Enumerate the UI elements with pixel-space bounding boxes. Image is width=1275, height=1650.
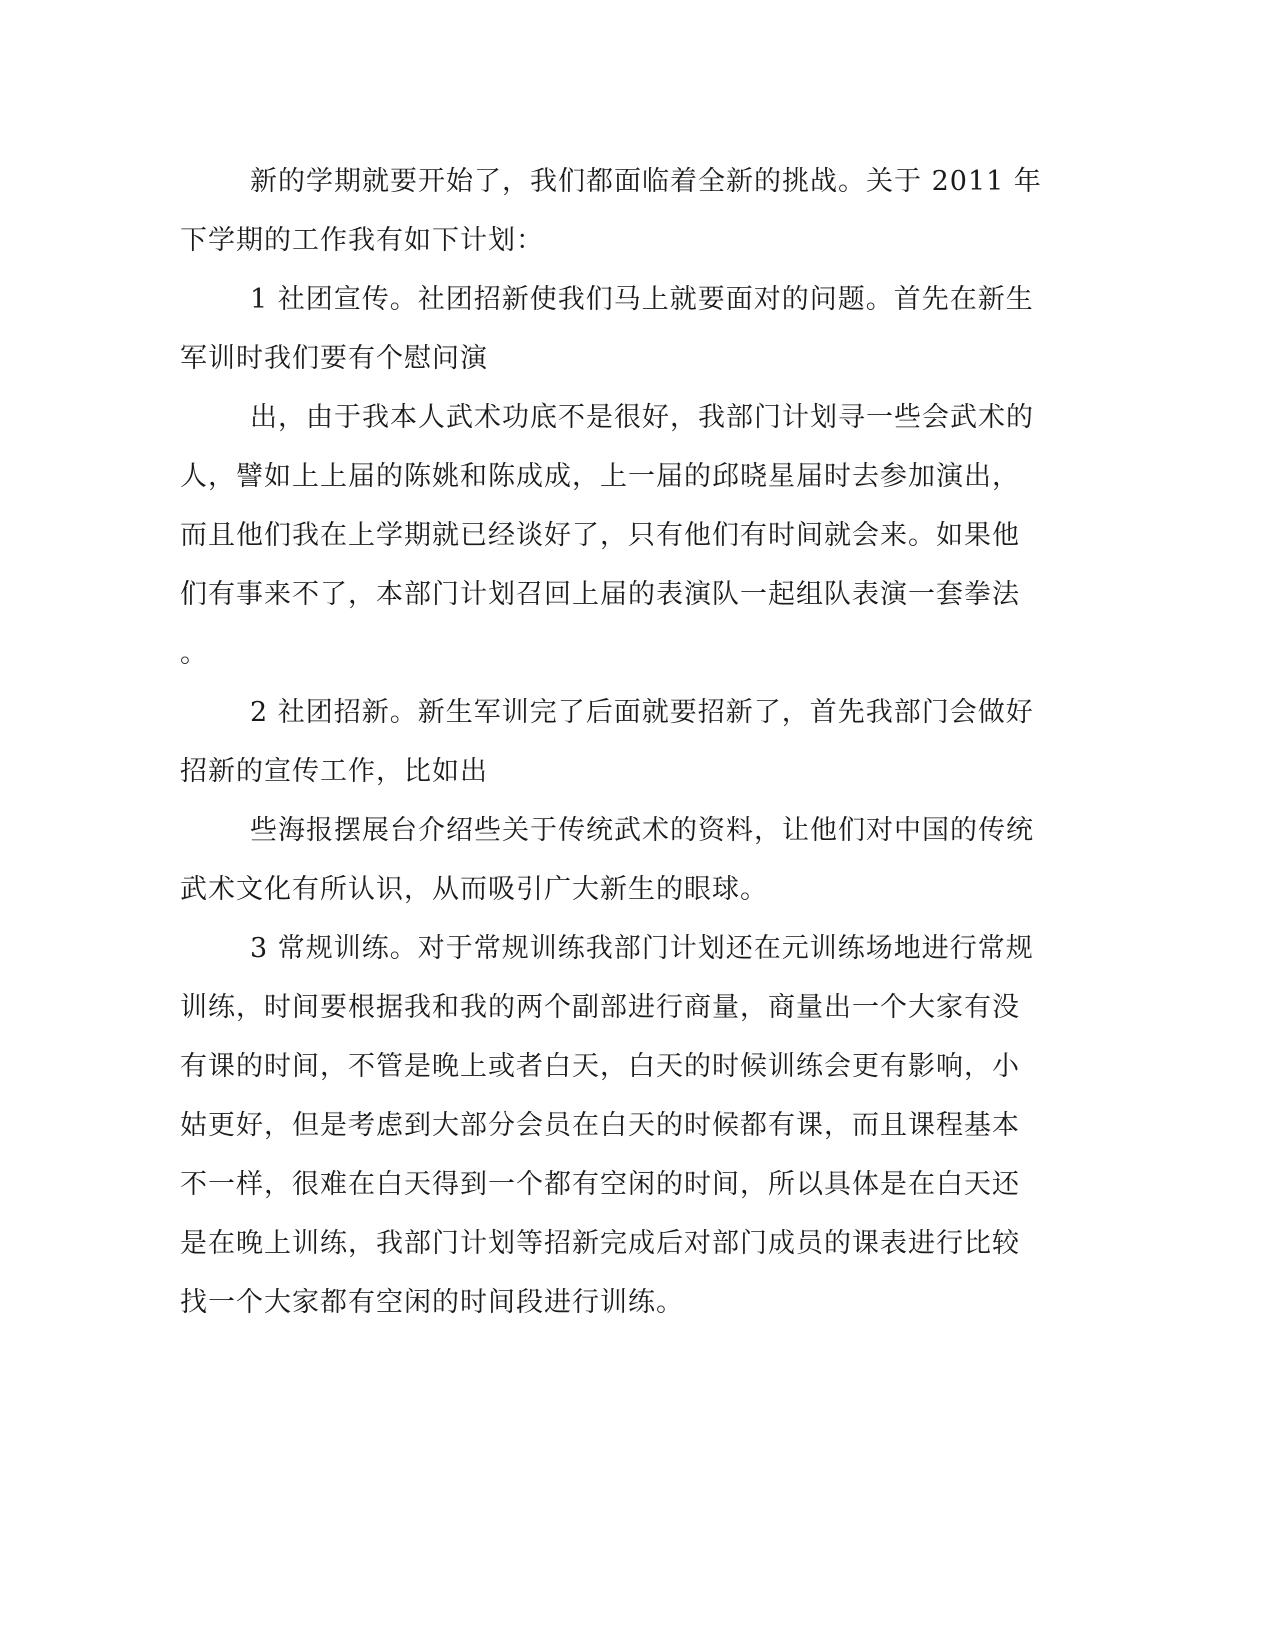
text-line: 2 社团招新。新生军训完了后面就要招新了，首先我部门会做好 bbox=[250, 697, 1034, 728]
text-line: 军训时我们要有个慰问演 bbox=[180, 343, 488, 374]
text-line: 找一个大家都有空闲的时间段进行训练。 bbox=[180, 1287, 684, 1318]
text-line: 些海报摆展台介绍些关于传统武术的资料，让他们对中国的传统 bbox=[250, 815, 1034, 846]
text-line: 而且他们我在上学期就已经谈好了，只有他们有时间就会来。如果他 bbox=[180, 520, 1020, 551]
text-line: 3 常规训练。对于常规训练我部门计划还在元训练场地进行常规 bbox=[250, 933, 1034, 964]
text-line: 是在晚上训练，我部门计划等招新完成后对部门成员的课表进行比较 bbox=[180, 1228, 1020, 1259]
text-line: 们有事来不了，本部门计划召回上届的表演队一起组队表演一套拳法 bbox=[180, 579, 1020, 610]
text-line: 人，譬如上上届的陈姚和陈成成，上一届的邱晓星届时去参加演出， bbox=[180, 461, 1020, 492]
text-line: 。 bbox=[180, 638, 208, 669]
text-line: 新的学期就要开始了，我们都面临着全新的挑战。关于 2011 年 bbox=[250, 166, 1042, 197]
text-line: 招新的宣传工作，比如出 bbox=[180, 756, 488, 787]
text-line: 下学期的工作我有如下计划： bbox=[180, 225, 544, 256]
text-line: 有课的时间，不管是晚上或者白天，白天的时候训练会更有影响，小 bbox=[180, 1051, 1020, 1082]
text-line: 武术文化有所认识，从而吸引广大新生的眼球。 bbox=[180, 874, 768, 905]
text-line: 训练，时间要根据我和我的两个副部进行商量，商量出一个大家有没 bbox=[180, 992, 1020, 1023]
document-body bbox=[180, 152, 1042, 1332]
text-line: 出，由于我本人武术功底不是很好，我部门计划寻一些会武术的 bbox=[250, 402, 1034, 433]
text-line: 不一样，很难在白天得到一个都有空闲的时间，所以具体是在白天还 bbox=[180, 1169, 1020, 1200]
text-line: 1 社团宣传。社团招新使我们马上就要面对的问题。首先在新生 bbox=[250, 284, 1034, 315]
text-line: 姑更好，但是考虑到大部分会员在白天的时候都有课，而且课程基本 bbox=[180, 1110, 1020, 1141]
